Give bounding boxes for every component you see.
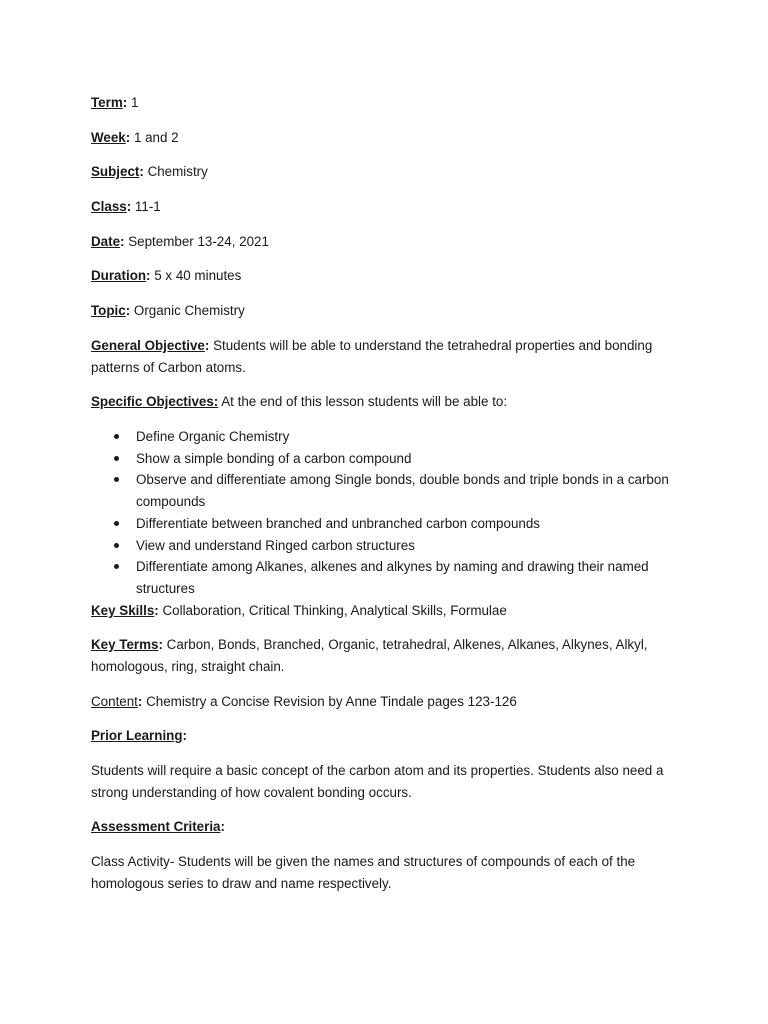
bullet-icon [114,543,119,548]
week-value: 1 and 2 [130,130,179,145]
topic-label: Topic [91,303,126,318]
bullet-icon [114,564,119,569]
duration-line: Duration: 5 x 40 minutes [91,268,242,283]
specific-objectives-label: Specific Objectives: [91,394,219,409]
general-objective: General Objective: Students will be able to understand the tetrahedral properties and bonding patterns of Carbon atoms. [91,338,653,375]
specific-objectives-list [91,426,691,600]
content-label: Content [91,694,138,709]
date-value: September 13-24, 2021 [124,234,269,249]
key-skills-label: Key Skills [91,603,155,618]
key-terms: Key Terms: Carbon, Bonds, Branched, Organic, tetrahedral, Alkenes, Alkanes, Alkynes, Alkyl, homologous, ring, straight chain. [91,637,648,674]
subject-label: Subject [91,164,140,179]
assessment-label: Assessment Criteria [91,819,221,834]
content-value: Chemistry a Concise Revision by Anne Tindale pages 123-126 [142,694,517,709]
date-label: Date [91,234,121,249]
subject-line: Subject: Chemistry [91,164,208,179]
subject-value: Chemistry [143,164,208,179]
bullet-icon [114,521,119,526]
duration-label: Duration [91,268,147,283]
prior-learning-heading: Prior Learning: [91,728,187,743]
key-skills-value: Collaboration, Critical Thinking, Analytical Skills, Formulae [158,603,507,618]
list-item: Differentiate among Alkanes, alkenes and alkynes by naming and drawing their named structures [91,556,691,599]
duration-value: 5 x 40 minutes [150,268,242,283]
key-terms-value: Carbon, Bonds, Branched, Organic, tetrahedral, Alkenes, Alkanes, Alkynes, Alkyl, homologous, ring, straight chain. [91,637,648,674]
class-line: Class: 11-1 [91,199,161,214]
general-objective-text: Students will be able to understand the tetrahedral properties and bonding patterns of Carbon atoms. [91,338,653,375]
bullet-icon [114,456,119,461]
specific-objectives-line [91,391,507,413]
assessment-text: Class Activity- Students will be given the names and structures of compounds of each of the homologous series to draw and name respectively. [91,854,636,891]
topic-value: Organic Chemistry [130,303,245,318]
key-terms-label: Key Terms [91,637,159,652]
list-item: View and understand Ringed carbon structures [91,535,691,557]
list-item: Observe and differentiate among Single bonds, double bonds and triple bonds in a carbon compounds [91,469,691,512]
bullet-icon [114,434,119,439]
key-skills-line: Key Skills: Collaboration, Critical Thinking, Analytical Skills, Formulae [91,603,507,618]
topic-line: Topic: Organic Chemistry [91,303,245,318]
prior-learning-label: Prior Learning [91,728,183,743]
term-label: Term [91,95,123,110]
content-line: Content: Chemistry a Concise Revision by Anne Tindale pages 123-126 [91,694,517,709]
term-line: Term: 1 [91,95,139,110]
date-line: Date: September 13-24, 2021 [91,234,269,249]
specific-objectives-intro: At the end of this lesson students will be able to: [218,394,508,409]
general-objective-label: General Objective [91,338,205,353]
week-line: Week: 1 and 2 [91,130,179,145]
list-item: Define Organic Chemistry [91,426,691,448]
list-item: Show a simple bonding of a carbon compound [91,448,691,470]
list-item: Differentiate between branched and unbranched carbon compounds [91,513,691,535]
class-value: 11-1 [131,199,161,214]
assessment-heading: Assessment Criteria: [91,819,225,834]
class-label: Class [91,199,127,214]
week-label: Week [91,130,126,145]
term-value: 1 [127,95,139,110]
prior-learning-text: Students will require a basic concept of the carbon atom and its properties. Students also need a strong understanding of how covalent bonding occurs. [91,763,664,800]
bullet-icon [114,477,119,482]
